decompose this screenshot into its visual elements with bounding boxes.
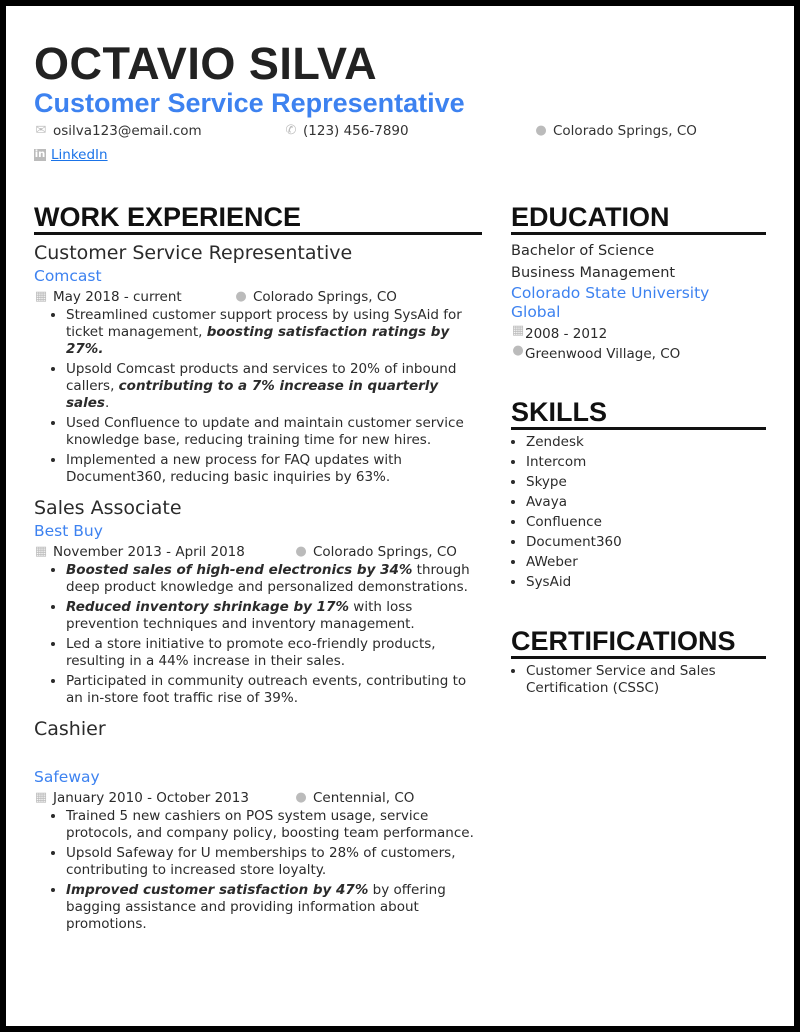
job-meta (34, 542, 482, 562)
bullet-item (66, 808, 482, 842)
location-pin-icon: ● (512, 343, 524, 358)
phone-icon: ✆ (285, 123, 297, 138)
location-pin-icon: ● (295, 544, 307, 559)
company-name: Comcast (34, 267, 102, 285)
highlight-text: boosting satisfaction ratings by 27%. (66, 324, 450, 357)
bullet-text: with loss prevention techniques and inventory management. (66, 599, 415, 632)
location-text: Centennial, CO (313, 790, 415, 806)
location-pin-icon: ● (535, 123, 547, 138)
location-text: Colorado Springs, CO (313, 544, 457, 560)
education-section (511, 202, 766, 364)
skills-section (511, 397, 766, 592)
skill-item: • Confluence (526, 512, 766, 532)
job-entry (34, 496, 482, 707)
bullet-text: Streamlined customer support process by using SysAid for ticket management, (66, 307, 462, 340)
job-title: Sales Associate (34, 497, 182, 519)
highlight-text: Improved customer satisfaction by 47% (66, 882, 369, 898)
bullet-item (66, 361, 482, 412)
bullet-text: Used Confluence to update and maintain customer service knowledge base, reducing training time for new hires. (66, 415, 464, 448)
job-title: Customer Service Representative (34, 242, 353, 264)
linkedin-icon: in (34, 149, 46, 160)
dates-text: November 2013 - April 2018 (53, 544, 245, 560)
bullet-text: Implemented a new process for FAQ updates with Document360, reducing basic inquiries by 63%. (66, 452, 402, 485)
certifications-section (511, 626, 766, 697)
bullet-text: Upsold Safeway for U memberships to 28% of customers, contributing to increased store loyalty. (66, 845, 456, 878)
contact-email (34, 123, 202, 139)
bullet-item (66, 452, 482, 486)
education-heading: EDUCATION (511, 202, 766, 235)
calendar-icon: ▦ (34, 544, 48, 559)
dates-text: January 2010 - October 2013 (53, 790, 249, 806)
job-dates (34, 788, 294, 808)
skill-item: • Avaya (526, 492, 766, 512)
major: Business Management (511, 265, 676, 281)
contact-linkedin (34, 147, 108, 163)
highlight-text: Boosted sales of high-end electronics by 34% (66, 562, 413, 578)
email-text: osilva123@email.com (53, 123, 202, 139)
bullet-item (66, 882, 482, 933)
certifications-heading: CERTIFICATIONS (511, 626, 766, 659)
phone-text: (123) 456-7890 (303, 123, 409, 139)
bullet-text: . (104, 395, 110, 411)
location-pin-icon: ● (295, 790, 307, 805)
bullet-text: through deep product knowledge and personalized demonstrations. (66, 562, 470, 595)
job-bullets (34, 307, 482, 486)
candidate-title: Customer Service Representative (34, 88, 465, 118)
job-entry (34, 717, 482, 933)
job-bullets (34, 808, 482, 933)
work-experience-heading: WORK EXPERIENCE (34, 202, 482, 235)
job-dates (34, 287, 234, 307)
calendar-icon: ▦ (34, 790, 48, 805)
linkedin-link[interactable]: LinkedIn (51, 147, 108, 163)
bullet-item (66, 562, 482, 596)
skill-item: • Zendesk (526, 432, 766, 452)
bullet-item (66, 415, 482, 449)
degree: Bachelor of Science (511, 243, 655, 259)
location-text: Greenwood Village, CO (525, 346, 681, 362)
bullet-item (66, 599, 482, 633)
company-name: Safeway (34, 768, 100, 786)
skill-item: • Document360 (526, 532, 766, 552)
bullet-text: Trained 5 new cashiers on POS system usage, service protocols, and company policy, boosting team performance. (66, 808, 474, 841)
education-location (511, 344, 766, 364)
dates-text: 2008 - 2012 (525, 326, 608, 342)
highlight-text: Reduced inventory shrinkage by 17% (66, 599, 349, 615)
envelope-icon: ✉ (35, 123, 47, 138)
bullet-text: Upsold Comcast products and services to 20% of inbound callers, (66, 361, 457, 394)
location-pin-icon: ● (235, 289, 247, 304)
highlight-text: contributing to a 7% increase in quarterly sales (66, 378, 439, 411)
job-location (294, 788, 414, 808)
bullet-item (66, 307, 482, 358)
job-title: Cashier (34, 718, 106, 740)
skill-item: • AWeber (526, 552, 766, 572)
dates-text: May 2018 - current (53, 289, 182, 305)
spacer (34, 741, 482, 766)
job-bullets (34, 562, 482, 707)
job-dates (34, 542, 294, 562)
bullet-item (66, 636, 482, 670)
bullet-text: by offering bagging assistance and providing information about promotions. (66, 882, 446, 932)
skill-item: • SysAid (526, 572, 766, 592)
bullet-text: Led a store initiative to promote eco-friendly products, resulting in a 44% increase in their sales. (66, 636, 436, 669)
skills-heading: SKILLS (511, 397, 766, 430)
resume-page (6, 6, 794, 1026)
certification-item: • Customer Service and Sales Certification (CSSC) (526, 663, 766, 697)
calendar-icon: ▦ (34, 289, 48, 304)
contact-phone (284, 123, 409, 139)
work-experience-section (34, 202, 482, 936)
education-dates (511, 324, 766, 344)
location-text: Colorado Springs, CO (253, 289, 397, 305)
school-line-2: Global (511, 303, 561, 321)
job-meta (34, 287, 482, 307)
calendar-icon: ▦ (511, 323, 525, 338)
job-location (234, 287, 397, 307)
contact-location (534, 123, 697, 139)
skill-item: • Intercom (526, 452, 766, 472)
bullet-item (66, 673, 482, 707)
job-location (294, 542, 457, 562)
job-meta (34, 788, 482, 808)
company-name: Best Buy (34, 522, 103, 540)
bullet-text: Participated in community outreach events, contributing to an in-store foot traffic rise of 39%. (66, 673, 467, 706)
job-entry (34, 241, 482, 486)
school-line-1: Colorado State University (511, 284, 710, 302)
skill-item: • Skype (526, 472, 766, 492)
location-text: Colorado Springs, CO (553, 123, 697, 139)
bullet-item (66, 845, 482, 879)
candidate-name: OCTAVIO SILVA (34, 38, 378, 89)
school-name (511, 284, 766, 322)
